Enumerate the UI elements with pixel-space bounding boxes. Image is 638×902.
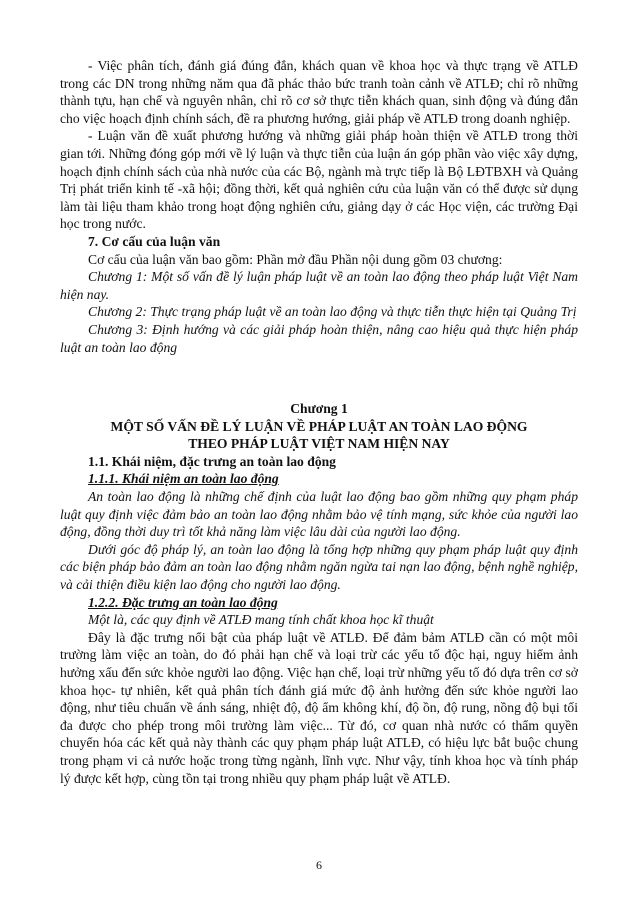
section-7-intro: Cơ cấu của luận văn bao gồm: Phần mở đầu Phần nội dung gồm 03 chương: bbox=[88, 251, 503, 267]
chapter-3-summary: Chương 3: Định hướng và các giải pháp hoàn thiện, nâng cao hiệu quả thực hiện pháp luật an toàn lao động bbox=[60, 321, 578, 355]
chapter-spacer bbox=[60, 356, 578, 400]
section-1-1-1-heading: 1.1.1. Khái niệm an toàn lao động bbox=[88, 471, 279, 487]
chapter-title-line-1: MỘT SỐ VẤN ĐỀ LÝ LUẬN VỀ PHÁP LUẬT AN TOÀN LAO ĐỘNG bbox=[110, 418, 528, 434]
chapter-title-line-2: THEO PHÁP LUẬT VIỆT NAM HIỆN NAY bbox=[188, 436, 450, 452]
section-7-heading: 7. Cơ cấu của luận văn bbox=[88, 233, 221, 249]
section-1-1-heading: 1.1. Khái niệm, đặc trưng an toàn lao động bbox=[88, 453, 336, 469]
definition-paragraph-1: An toàn lao động là những chế định của luật lao động bao gồm những quy phạm pháp luật quy định việc đảm bảo an toàn lao động nhằm bảo vệ tính mạng, sức khỏe của người lao động, đồng thời duy trì tốt khả năng làm việc lâu dài của người lao động. bbox=[60, 489, 578, 540]
chapter-1-summary: Chương 1: Một số vấn đề lý luận pháp luật về an toàn lao động theo pháp luật Việt Nam hiện nay. bbox=[60, 269, 578, 302]
document-page bbox=[60, 57, 578, 787]
characteristic-paragraph: Đây là đặc trưng nổi bật của pháp luật về ATLĐ. Để đảm bảm ATLĐ cần có một môi trường làm việc an toàn, do đó phải hạn chế và loại trừ các yếu tố độc hại, nguy hiểm ảnh hưởng xấu đến sức khỏe người lao động. Việc hạn chế, loại trừ những yếu tố đó dựa trên cơ sở khoa học- tự nhiên, kết quả phân tích đánh giá mức độ ảnh hưởng đến sức khỏe người lao động, như tiêu chuẩn về ánh sáng, nhiệt độ, độ ẩm không khí, độ ồn, độ rung, nồng độ bụi tối đa được cho phép trong môi trường làm việc... Từ đó, cơ quan nhà nước có thẩm quyền chuyển hóa các kết quả này thành các quy phạm pháp luật ATLĐ, có hiệu lực bắt buộc chung trong phạm vi cả nước hoặc trong từng ngành, lĩnh vực. Như vậy, tính khoa học và tính pháp lý được kết hợp, cùng tồn tại trong nhiều quy phạm pháp luật về ATLĐ. bbox=[60, 629, 578, 786]
page-number: 6 bbox=[316, 858, 322, 872]
characteristic-subheading: Một là, các quy định về ATLĐ mang tính chất khoa học kĩ thuật bbox=[88, 612, 434, 628]
chapter-number: Chương 1 bbox=[290, 401, 348, 417]
definition-paragraph-2: Dưới góc độ pháp lý, an toàn lao động là tổng hợp những quy phạm pháp luật quy định các biện pháp bảo đảm an toàn lao động nhằm ngăn ngừa tai nạn lao động, bệnh nghề nghiệp, và cải thiện điều kiện lao động cho người lao động. bbox=[60, 541, 578, 593]
section-1-2-2-heading: 1.2.2. Đặc trưng an toàn lao động bbox=[88, 594, 278, 610]
chapter-2-summary: Chương 2: Thực trạng pháp luật về an toàn lao động và thực tiễn thực hiện tại Quảng Trị bbox=[88, 304, 577, 320]
paragraph-proposals: - Luận văn đề xuất phương hướng và những giải pháp hoàn thiện về ATLĐ trong thời gian tới. Những đóng góp mới về lý luận và thực tiễn của luận án góp phần vào việc xây dựng, hoạch định chính sách của nhà nước của các Bộ, ngành mà trực tiếp là Bộ LĐTBXH và Quảng Trị phát triển kinh tế -xã hội; đồng thời, kết quả nghiên cứu của luận văn có thể được sử dụng làm tài liệu tham khảo trong hoạt động nghiên cứu, giảng dạy ở các Học viện, các trường Đại học trong nước. bbox=[60, 128, 578, 232]
paragraph-analysis: - Việc phân tích, đánh giá đúng đắn, khách quan về khoa học và thực trạng về ATLĐ trong các DN trong những năm qua đã phác thảo bức tranh toàn cảnh về ATLĐ; chỉ rõ những thành tựu, hạn chế và nguyên nhân, chỉ rõ cơ sở thực tiễn khách quan, sinh động và đúng đắn cho việc hoạch định chính sách, đề ra phương hướng, giải pháp về ATLĐ trong doanh nghiệp. bbox=[60, 58, 578, 126]
